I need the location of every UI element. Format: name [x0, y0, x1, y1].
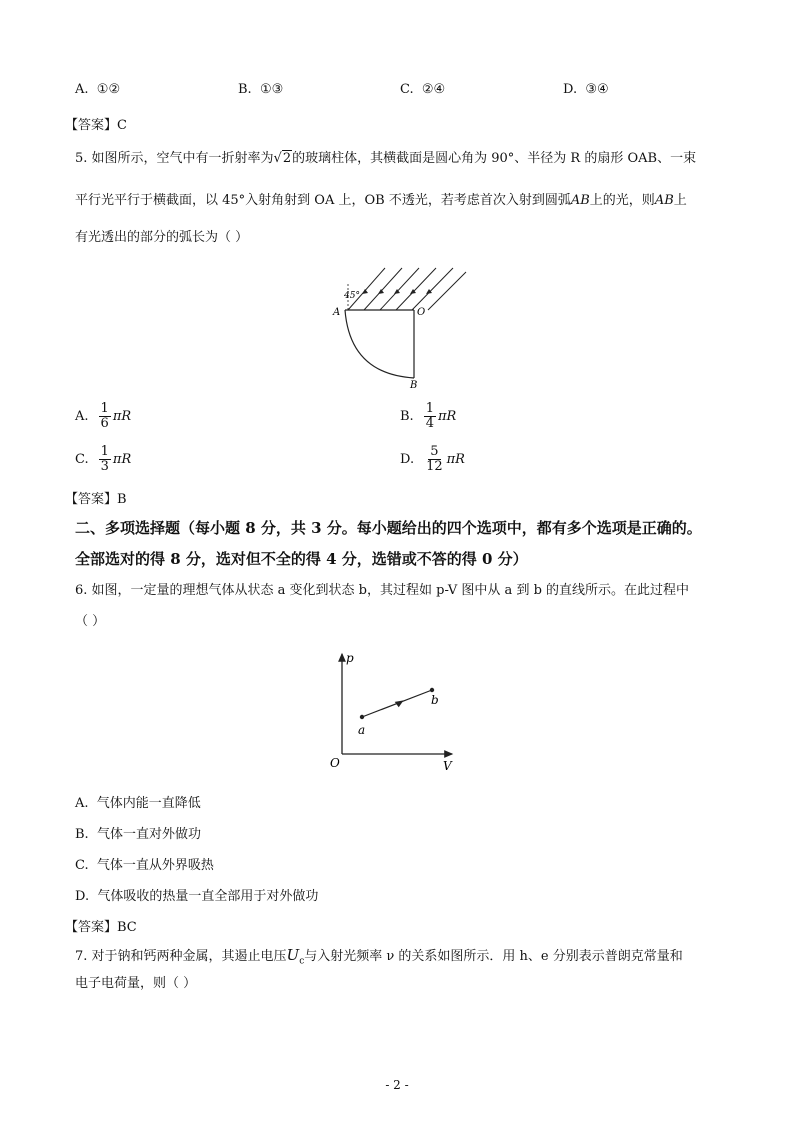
- q5-option-d: D. $\frac{5}{12}$ πR: [400, 444, 465, 474]
- q5-stem-line2: 平行光平行于横截面，以 45°入射角射到 OA 上，OB 不透光，若考虑首次入射到圆弧AB上的光，则AB上: [75, 193, 687, 208]
- fraction: $\frac{1}{4}$: [425, 401, 434, 431]
- q4-option-b: B. ①③: [238, 82, 284, 97]
- label-a: A: [333, 307, 341, 318]
- v-axis-label: V: [443, 759, 452, 773]
- q5-option-c: C. $\frac{1}{3}$ πR: [75, 444, 132, 474]
- q5-option-b: B. $\frac{1}{4}$ πR: [400, 401, 457, 431]
- section-heading-line2: 全部选对的得 8 分，选对但不全的得 4 分，选错或不答的得 0 分）: [75, 550, 528, 568]
- q6-stem-line1: 6. 如图，一定量的理想气体从状态 a 变化到状态 b，其过程如 p-V 图中从 a 到 b 的直线所示。在此过程中: [75, 583, 690, 598]
- angle-label: 45°: [344, 291, 360, 301]
- incident-rays: [348, 268, 466, 310]
- label-o: O: [417, 307, 426, 318]
- arc-ab: [345, 310, 414, 378]
- label-b: B: [410, 380, 418, 391]
- q5-sector-figure: [330, 262, 470, 392]
- q6-pv-figure: [328, 650, 458, 775]
- sqrt-symbol: √2: [273, 151, 292, 166]
- q6-stem-line2: （ ）: [75, 614, 106, 629]
- q4-option-a: A. ①②: [75, 82, 121, 97]
- arc-ab-label: AB: [570, 193, 590, 208]
- state-a-point: [360, 715, 364, 719]
- q4-answer: 【答案】C: [65, 118, 127, 133]
- fraction: $\frac{1}{3}$: [100, 444, 109, 474]
- q6-option-d: D. 气体吸收的热量一直全部用于对外做功: [75, 889, 319, 904]
- section-heading-line1: 二、多项选择题（每小题 8 分，共 3 分。每小题给出的四个选项中，都有多个选项是正确的。: [75, 519, 702, 537]
- q4-option-c: C. ②④: [400, 82, 446, 97]
- origin-label: O: [330, 756, 340, 770]
- state-a-label: a: [358, 723, 366, 737]
- q6-option-b: B. 气体一直对外做功: [75, 827, 201, 842]
- ray-arrowheads: [362, 289, 432, 294]
- q5-option-a: A. $\frac{1}{6}$ πR: [75, 401, 132, 431]
- q4-option-d: D. ③④: [563, 82, 609, 97]
- q6-option-a: A. 气体内能一直降低: [75, 796, 201, 811]
- arc-ab-label-2: AB: [654, 193, 674, 208]
- q6-option-c: C. 气体一直从外界吸热: [75, 858, 214, 873]
- fraction: $\frac{5}{12}$: [426, 444, 443, 474]
- state-b-point: [430, 688, 434, 692]
- q5-answer: 【答案】B: [65, 492, 127, 507]
- q6-answer: 【答案】BC: [65, 920, 137, 935]
- q5-stem-line1: 5. 如图所示，空气中有一折射率为√2的玻璃柱体，其横截面是圆心角为 90°、半径为 R 的扇形 OAB、一束: [75, 149, 696, 169]
- q7-stem-line2: 电子电荷量，则（ ）: [75, 976, 197, 991]
- state-b-label: b: [431, 693, 439, 707]
- q5-stem-line3: 有光透出的部分的弧长为（ ）: [75, 230, 249, 245]
- p-axis-label: p: [346, 651, 354, 665]
- q7-stem-line1: 7. 对于钠和钙两种金属，其遏止电压$U_c$与入射光频率 ν 的关系如图所示．用 h、e 分别表示普朗克常量和: [75, 946, 683, 967]
- fraction: $\frac{1}{6}$: [100, 401, 109, 431]
- page-number: - 2 -: [385, 1078, 409, 1092]
